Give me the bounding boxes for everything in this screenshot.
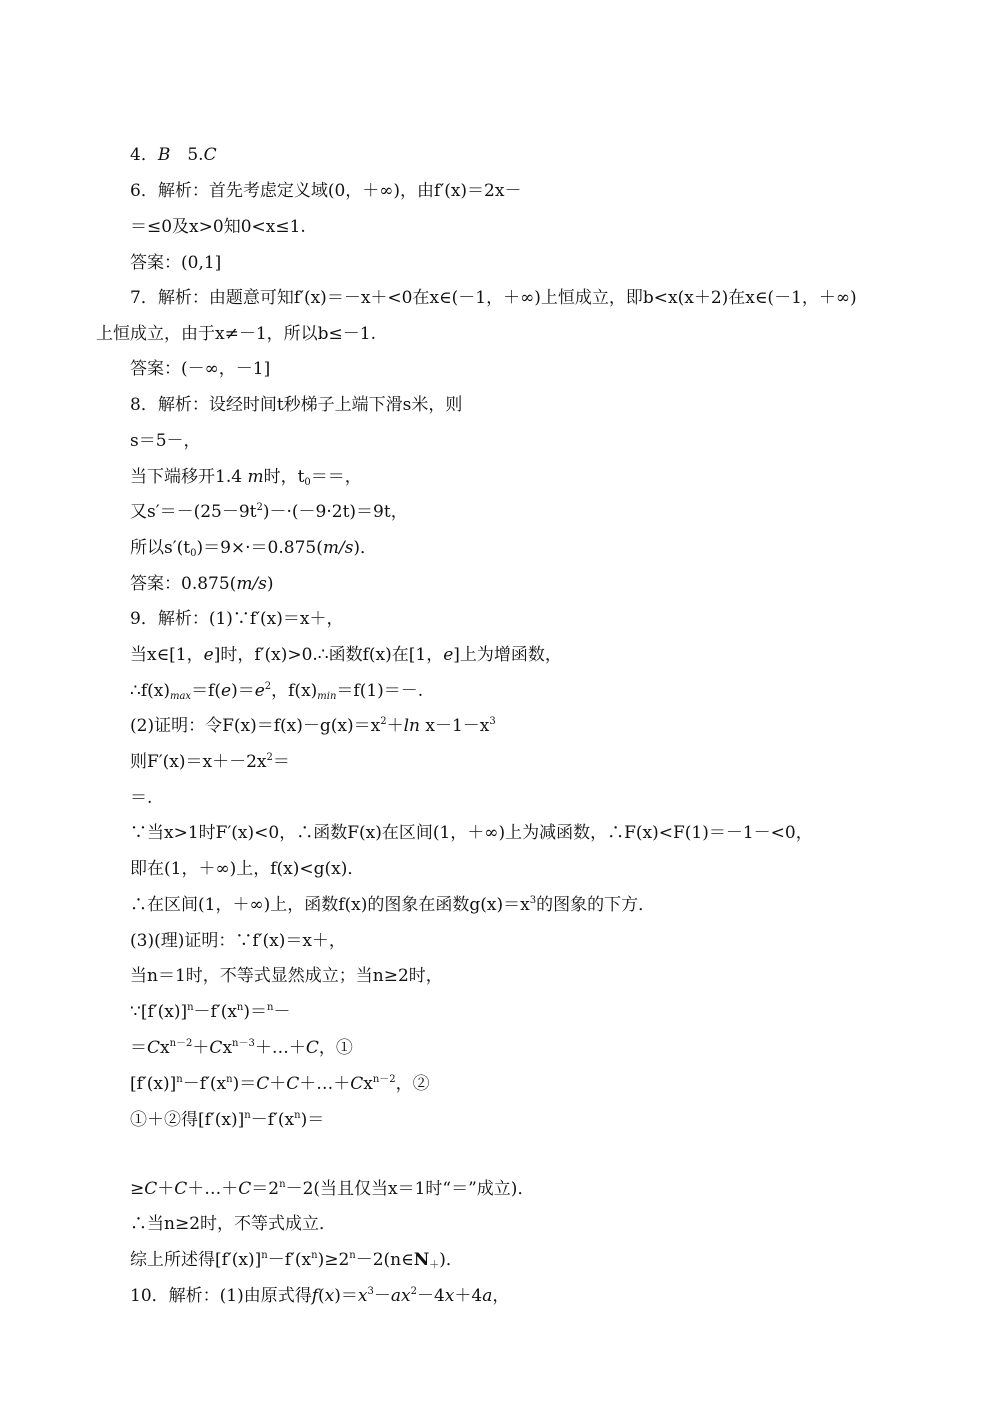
- solution-9-line-10: (3)(理)证明：∵f′(x)＝x＋，: [130, 931, 346, 951]
- solution-9-line-8: 即在(1，＋∞)上，f(x)<g(x)．: [130, 859, 365, 879]
- answer-line-4-5: 4．B 5.C: [130, 145, 217, 165]
- solution-9-line-11: 当n＝1时，不等式显然成立；当n≥2时，: [130, 966, 443, 986]
- answer-7: 答案：(－∞，－1]: [130, 359, 271, 379]
- answer-8: 答案：0.875(m/s): [130, 574, 274, 594]
- solution-8-line-2: s＝5－，: [130, 431, 201, 451]
- solution-6-line-2: ＝≤0及x>0知0<x≤1.: [130, 217, 306, 237]
- solution-9-line-16: $\ge C+C+\dots+C=2^n-2$(当且仅当x＝1时“＝”成立)．: [130, 1179, 535, 1199]
- solution-9-line-13: $=Cx^{n-2}+Cx^{n-3}+\dots+C$，①: [130, 1038, 353, 1058]
- solution-9-line-7: ∵当x>1时F′(x)<0，∴函数F(x)在区间(1，＋∞)上为减函数，∴F(x)<F(1)＝－1－<0，: [130, 823, 813, 843]
- solution-9-line-9: ∴在区间(1，＋∞)上，函数f(x)的图象在函数$g(x)=x^3$的图象的下方．: [130, 895, 656, 915]
- solution-9-line-4: (2)证明：令$F(x)=f(x)-g(x)=x^2+\ln$ $x-1-x^3$: [130, 716, 496, 736]
- solution-8-line-3: 当下端移开1.4 m时，$t_0==$，: [130, 467, 362, 488]
- solution-6-line-1: 6．解析：首先考虑定义域(0，＋∞)，由f′(x)＝2x－: [130, 181, 522, 201]
- solution-9-line-3: $\therefore f(x)_{max}=f(e)=e^2$，$f(x)_{min}=f(1)=-$.: [130, 681, 424, 702]
- solution-9-line-6: ＝.: [130, 788, 153, 808]
- solution-8-line-5: 所以$s'(t_0)=9\times\cdot=0.875(m/s)$．: [130, 538, 378, 559]
- solution-9-line-2: 当x∈[1，e]时，f′(x)>0.∴函数f(x)在[1，e]上为增函数，: [130, 645, 562, 665]
- solution-9-line-14: $[f'(x)]^n-f'(x^n)=C+C+\dots+Cx^{n-2}$，②: [130, 1074, 430, 1094]
- solution-9-line-17: ∴当n≥2时，不等式成立．: [130, 1214, 337, 1234]
- solution-9-line-12: $\because[f'(x)]^n-f'(x^n)=^n-$: [130, 1002, 291, 1022]
- solution-9-line-5: 则$F'(x)=x+-2x^2=$: [130, 752, 290, 772]
- answer-6: 答案：(0,1]: [130, 253, 222, 273]
- solution-7-line-2: 上恒成立，由于x≠－1，所以b≤－1.: [96, 324, 376, 344]
- solution-9-line-15: ①＋②得$[f'(x)]^n-f'(x^n)=$: [130, 1110, 325, 1130]
- solution-8-line-1: 8．解析：设经时间t秒梯子上端下滑s米，则: [130, 395, 463, 415]
- solution-7-line-1: 7．解析：由题意可知f′(x)＝－x＋<0在x∈(－1，＋∞)上恒成立，即b<x(x＋2)在x∈(－1，＋∞): [130, 288, 857, 308]
- solution-8-line-4: 又$s'=-(25-9t^2)-\cdot(-9\cdot 2t)=9t$，: [130, 502, 408, 522]
- solution-9-line-1: 9．解析：(1)∵f′(x)＝x＋，: [130, 609, 344, 629]
- solution-10-line-1: 10．解析：(1)由原式得$f(x)=x^3-ax^2-4x+4a$，: [130, 1286, 510, 1306]
- solution-9-line-18: 综上所述得$[f'(x)]^n-f'(x^n)\ge 2^n-2(n\in N_+)$．: [130, 1250, 463, 1271]
